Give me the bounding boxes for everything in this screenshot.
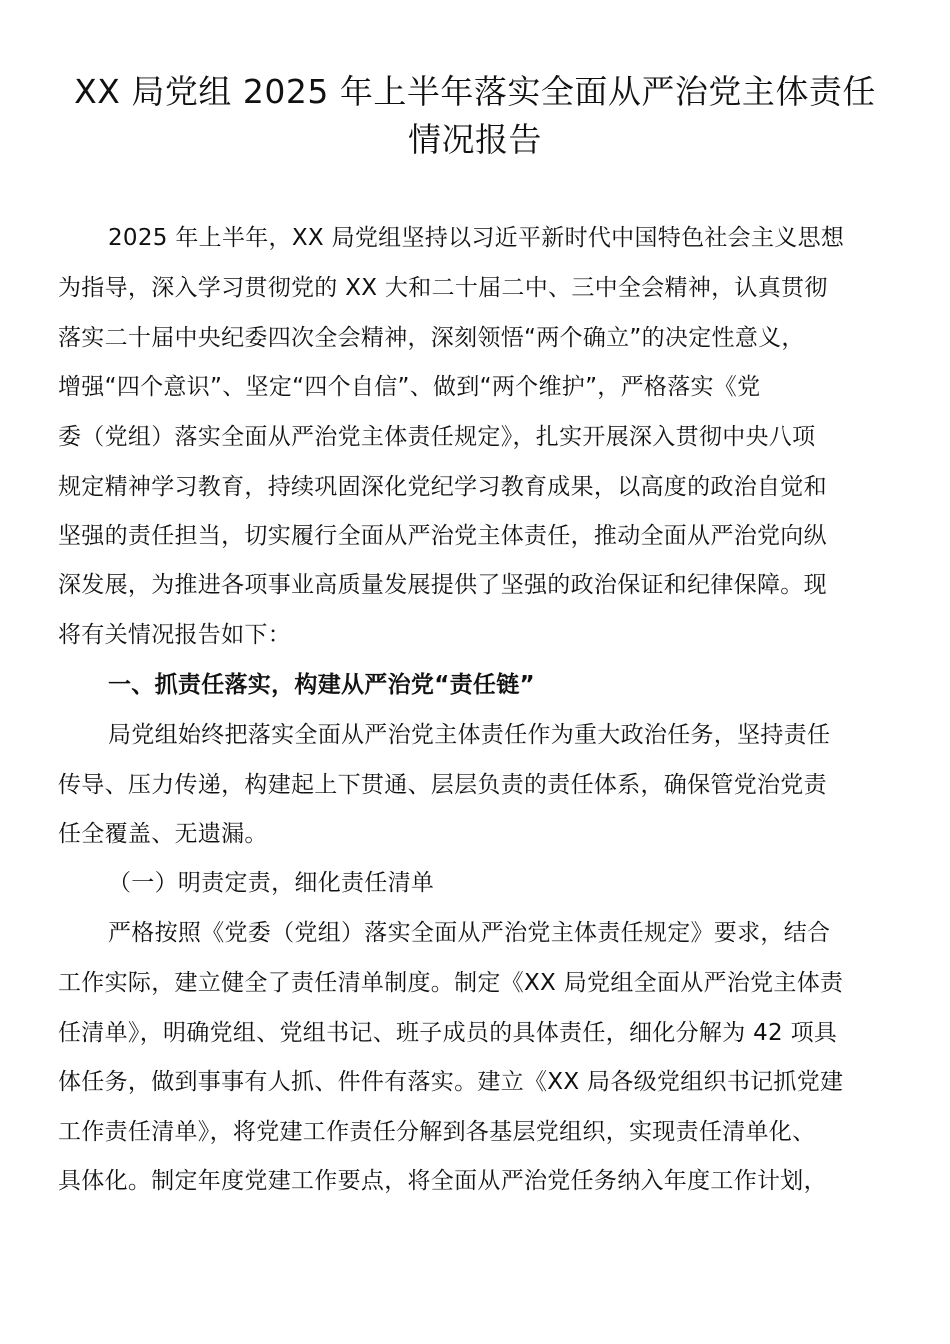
document-title-line-1: XX 局党组 2025 年上半年落实全面从严治党主体责任	[74, 72, 876, 111]
paragraph-line: 局党组始终把落实全面从严治党主体责任作为重大政治任务，坚持责任	[108, 722, 831, 748]
paragraph-line: 严格按照《党委（党组）落实全面从严治党主体责任规定》要求，结合	[108, 920, 831, 946]
paragraph-line: 任清单》，明确党组、党组书记、班子成员的具体责任，细化分解为 42 项具	[58, 1020, 838, 1046]
paragraph-line: 为指导，深入学习贯彻党的 XX 大和二十届二中、三中全会精神，认真贯彻	[58, 275, 828, 301]
paragraph-line: 落实二十届中央纪委四次全会精神，深刻领悟“两个确立”的决定性意义，	[58, 325, 805, 351]
paragraph-line: 规定精神学习教育，持续巩固深化党纪学习教育成果，以高度的政治自觉和	[58, 474, 827, 500]
paragraph-line: 增强“四个意识”、坚定“四个自信”、做到“两个维护”，严格落实《党	[58, 374, 761, 400]
paragraph-line: 工作责任清单》，将党建工作责任分解到各基层党组织，实现责任清单化、	[58, 1119, 816, 1145]
paragraph-line: 具体化。制定年度党建工作要点，将全面从严治党任务纳入年度工作计划，	[58, 1168, 827, 1194]
section-heading: 一、抓责任落实，构建从严治党“责任链”	[108, 672, 535, 698]
paragraph-line: 深发展，为推进各项事业高质量发展提供了坚强的政治保证和纪律保障。现	[58, 572, 827, 598]
paragraph-line: 将有关情况报告如下：	[58, 622, 291, 648]
paragraph-line: 传导、压力传递，构建起上下贯通、层层负责的责任体系，确保管党治党责	[58, 772, 827, 798]
paragraph-line: 2025 年上半年，XX 局党组坚持以习近平新时代中国特色社会主义思想	[108, 225, 845, 251]
paragraph-line: 工作实际，建立健全了责任清单制度。制定《XX 局党组全面从严治党主体责	[58, 970, 844, 996]
subsection-heading: （一）明责定责，细化责任清单	[108, 870, 435, 896]
paragraph-line: 任全覆盖、无遗漏。	[58, 821, 268, 847]
document-title-line-2: 情况报告	[408, 120, 542, 159]
paragraph-line: 体任务，做到事事有人抓、件件有落实。建立《XX 局各级党组织书记抓党建	[58, 1069, 844, 1095]
paragraph-line: 委（党组）落实全面从严治党主体责任规定》，扎实开展深入贯彻中央八项	[58, 424, 816, 450]
paragraph-line: 坚强的责任担当，切实履行全面从严治党主体责任，推动全面从严治党向纵	[58, 523, 827, 549]
